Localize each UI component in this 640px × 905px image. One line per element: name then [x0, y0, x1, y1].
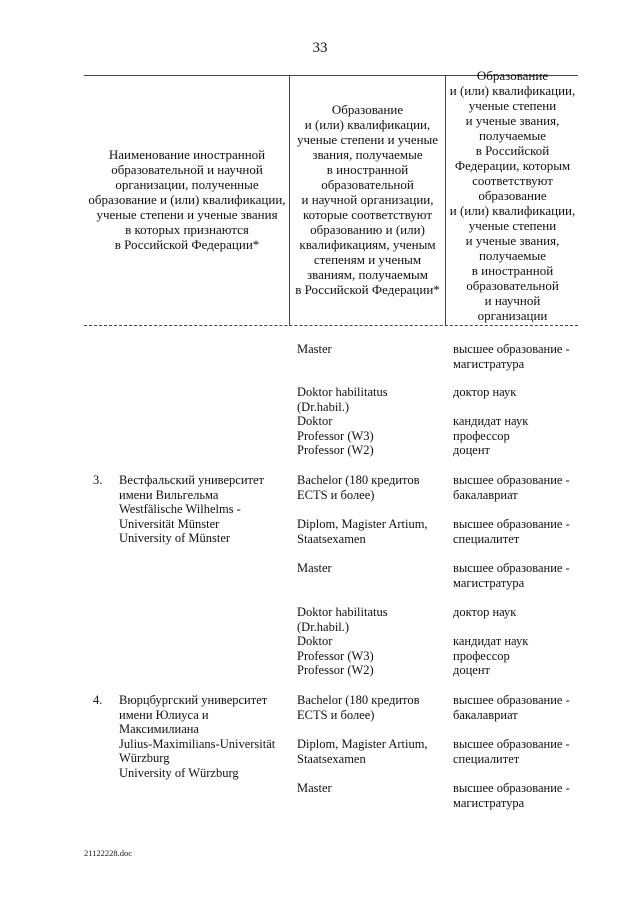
cont-doktor-group: Doktor habilitatus (Dr.habil.) Doktor Professor (W3) Professor (W2) — [297, 385, 388, 457]
row4-organization: Вюрцбургский университет имени Юлиуса и Максимилиана Julius-Maximilians-Universität Würzburg University of Würzburg — [119, 693, 276, 780]
row3-diplom-ru: высшее образование - специалитет — [453, 517, 570, 546]
row3-organization: Вестфальский университет имени Вильгельма Westfälische Wilhelms - Universität Münster University of Münster — [119, 473, 264, 545]
column-divider-1 — [289, 75, 290, 326]
row3-doktor-group: Doktor habilitatus (Dr.habil.) Doktor Professor (W3) Professor (W2) — [297, 605, 388, 677]
row4-diplom-ru: высшее образование - специалитет — [453, 737, 570, 766]
table-header-bottom-rule — [84, 325, 578, 326]
row3-bachelor-ru: высшее образование - бакалавриат — [453, 473, 570, 502]
row3-master-ru: высшее образование - магистратура — [453, 561, 570, 590]
cont-doktor-ru2: кандидат наук профессор доцент — [453, 414, 529, 457]
cont-master-ru: высшее образование - магистратура — [453, 342, 570, 371]
column-divider-2 — [445, 75, 446, 326]
row4-number: 4. — [93, 693, 103, 707]
header-col-foreign-qualification: Образование и (или) квалификации, ученые степени и ученые звания, получаемые в иностранной образовательной и научной организации, которые соответствуют образованию и (или) квалификациям, ученым степеням и ученым званиям, получаемым в Российской Федерации* — [295, 102, 440, 297]
header-col-organization: Наименование иностранной образовательной и научной организации, полученные образование и (или) квалификации, ученые степени и ученые звания в которых признаются в Российской Федерации* — [88, 147, 286, 252]
header-col-russian-qualification: Образование и (или) квалификации, ученые степени и ученые звания, получаемые в Российской Федерации, которым соответствуют образование и (или) квалификации, ученые степени и ученые звания, получаемые в иностранной образовательной и научной организации — [449, 68, 576, 323]
row3-doktor-ru2: кандидат наук профессор доцент — [453, 634, 529, 677]
row3-master: Master — [297, 561, 332, 575]
row3-number: 3. — [93, 473, 103, 487]
row4-master: Master — [297, 781, 332, 795]
cont-master: Master — [297, 342, 332, 356]
row3-bachelor: Bachelor (180 кредитов ECTS и более) — [297, 473, 420, 502]
cont-doktor-ru1: доктор наук — [453, 385, 517, 399]
row3-diplom: Diplom, Magister Artium, Staatsexamen — [297, 517, 428, 546]
row4-bachelor: Bachelor (180 кредитов ECTS и более) — [297, 693, 420, 722]
row4-diplom: Diplom, Magister Artium, Staatsexamen — [297, 737, 428, 766]
row4-master-ru: высшее образование - магистратура — [453, 781, 570, 810]
row3-doktor-ru1: доктор наук — [453, 605, 517, 619]
row4-bachelor-ru: высшее образование - бакалавриат — [453, 693, 570, 722]
footer-filename: 21122228.doc — [84, 848, 133, 858]
page-number: 33 — [312, 40, 328, 56]
